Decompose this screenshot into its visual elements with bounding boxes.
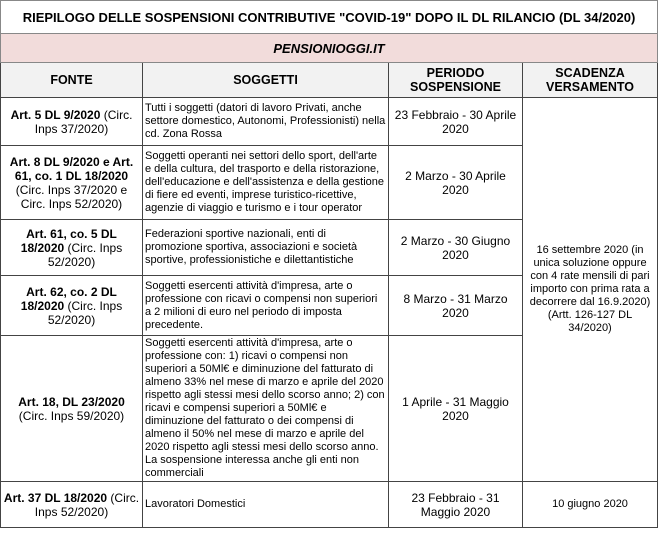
fonte-cell (1, 336, 143, 482)
fonte-cell (1, 276, 143, 336)
fonte-circ: (Circ. Inps 52/2020) (34, 490, 140, 519)
header-scadenza-line1: SCADENZA (555, 66, 625, 80)
fonte-ref: Art. 8 DL 9/2020 e Art. 61, co. 1 DL 18/2020 (9, 154, 134, 183)
title-row (1, 1, 658, 34)
soggetti-cell: Soggetti esercenti attività d'impresa, arte o professione con ricavi o compensi non superiori a 2 milioni di euro nel periodo di imposta precedente. (143, 276, 389, 336)
header-periodo-line2: SOSPENSIONE (410, 80, 501, 94)
table-row (1, 98, 658, 146)
header-periodo-line1: PERIODO (426, 66, 485, 80)
fonte-cell (1, 98, 143, 146)
scadenza-merged-cell: 16 settembre 2020 (in unica soluzione oppure con 4 rate mensili di pari importo con prima rata a decorrere dal 16.9.2020) (Artt. 126-127 DL 34/2020) (523, 98, 658, 482)
fonte-circ: (Circ. Inps 52/2020) (47, 298, 123, 327)
brand-label: PENSIONIOGGI.IT (1, 34, 658, 63)
table-row (1, 482, 658, 528)
soggetti-cell: Soggetti operanti nei settori dello sport, dell'arte e della cultura, del trasporto e della ristorazione, dell'educazione e dell'assistenza e della gestione di fiere ed eventi, imprese turistico-ricettive, agenzie di viaggio e turismo e i tour operator (143, 146, 389, 220)
header-periodo (389, 63, 523, 98)
table-title: RIEPILOGO DELLE SOSPENSIONI CONTRIBUTIVE "COVID-19" DOPO IL DL RILANCIO (DL 34/2020) (1, 1, 658, 34)
fonte-ref: Art. 18, DL 23/2020 (18, 394, 125, 409)
fonte-ref: Art. 61, co. 5 DL 18/2020 (20, 226, 117, 255)
fonte-ref: Art. 62, co. 2 DL 18/2020 (20, 284, 117, 313)
fonte-circ: (Circ. Inps 37/2020 e Circ. Inps 52/2020) (15, 182, 128, 211)
periodo-cell: 2 Marzo - 30 Giugno 2020 (389, 220, 523, 276)
header-soggetti: SOGGETTI (143, 63, 389, 98)
soggetti-cell: Soggetti esercenti attività d'impresa, arte o professione con: 1) ricavi o compensi non superiori a 50Ml€ e diminuzione del fatturato di almeno 33% nel mese di marzo e aprile del 2020 rispetto agli stessi mesi dello scorso anno; 2) con ricavi e compensi superiori a 50Ml€ e diminuzione del fatturato o dei compensi di almeno il 50% nel mese di marzo e aprile del 2020 rispetto agli stessi mesi dello scorso anno. La sospensione interessa anche gli enti non commerciali (143, 336, 389, 482)
fonte-circ: (Circ. Inps 59/2020) (18, 408, 125, 423)
fonte-circ: (Circ. Inps 37/2020) (34, 107, 133, 136)
fonte-cell (1, 482, 143, 528)
soggetti-cell: Lavoratori Domestici (143, 482, 389, 528)
fonte-cell (1, 146, 143, 220)
soggetti-cell: Federazioni sportive nazionali, enti di promozione sportiva, associazioni e società sportive, professionistiche e dilettantistiche (143, 220, 389, 276)
header-scadenza (523, 63, 658, 98)
scadenza-cell: 10 giugno 2020 (523, 482, 658, 528)
fonte-cell (1, 220, 143, 276)
soggetti-cell: Tutti i soggetti (datori di lavoro Privati, anche settore domestico, Autonomi, Professionisti) nella cd. Zona Rossa (143, 98, 389, 146)
fonte-circ: (Circ. Inps 52/2020) (47, 240, 123, 269)
periodo-cell: 8 Marzo - 31 Marzo 2020 (389, 276, 523, 336)
header-scadenza-line2: VERSAMENTO (546, 80, 634, 94)
header-fonte: FONTE (1, 63, 143, 98)
brand-row (1, 34, 658, 63)
periodo-cell: 2 Marzo - 30 Aprile 2020 (389, 146, 523, 220)
fonte-ref: Art. 5 DL 9/2020 (10, 107, 101, 122)
periodo-cell: 23 Febbraio - 30 Aprile 2020 (389, 98, 523, 146)
header-row (1, 63, 658, 98)
fonte-ref: Art. 37 DL 18/2020 (3, 490, 108, 505)
periodo-cell: 23 Febbraio - 31 Maggio 2020 (389, 482, 523, 528)
periodo-cell: 1 Aprile - 31 Maggio 2020 (389, 336, 523, 482)
